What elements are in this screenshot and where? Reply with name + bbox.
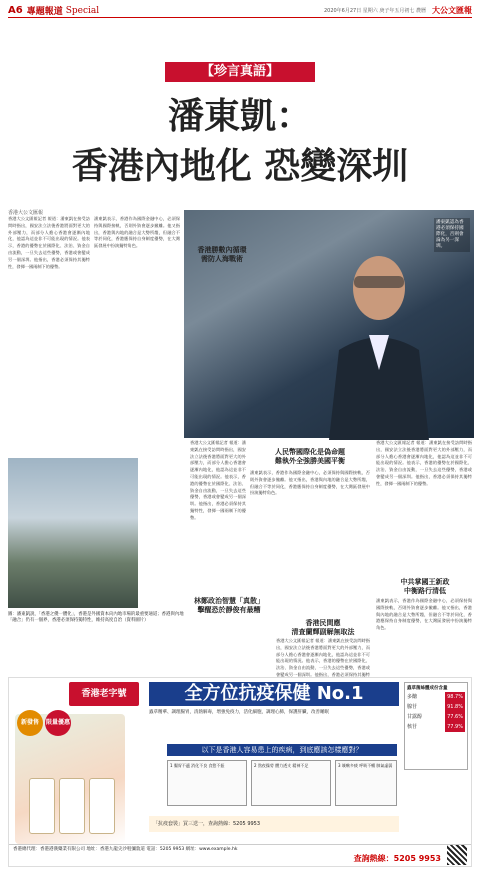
interview-photo	[184, 210, 474, 438]
qr-code-icon	[447, 845, 467, 865]
ingredient-row: 腺苷 91.8%	[407, 704, 463, 710]
section-english: Special	[65, 5, 100, 16]
ad-subtitle: 蟲草精華、調理腸胃，清熱解毒，增強免疫力，活化細胞，調理心肺，保護肝臟，改善睡眠	[149, 710, 329, 715]
byline: 香港大公文匯報	[8, 210, 44, 216]
product-jar-icon	[29, 778, 55, 834]
article-column-4: 香港大公文匯報記者 報道：潘東凱在接受訪問時指出，國安法立法後香港將面對更大的外部壓力，而部分人擔心香港會逐漸內地化，他認為這並非不可能出現的情況。他表示，香港的優勢在於國際化、法治、資金自由流動，一旦失去這些優勢，香港或會變成另一個深圳。他指出，香港必須保持其獨特性，發揮一國兩制下的優勢。	[190, 440, 246, 520]
city-skyline-photo	[8, 458, 138, 608]
subheading-5: 香港民間應 清查蘭輝副解無取法	[291, 619, 355, 636]
ad-hotline: 查詢熱線：5205 9953	[353, 854, 441, 863]
article-column-7: 香港大公文匯報記者 報道：潘東凱在接受訪問時指出，國安法立法後香港將面對更大的外部壓力，而部分人擔心香港會逐漸內地化，他認為這並非不可能出現的情況。他表示，香港的優勢在於國際化、法治、資金自由流動，一旦失去這些優勢，香港或會變成另一個深圳。他指出，香港必須保持其獨特	[276, 638, 370, 677]
ad-ingredient-table	[404, 682, 468, 770]
masthead-brand: 大公文匯報	[432, 5, 472, 15]
ingredient-row: 多醣 98.7%	[407, 694, 463, 700]
article-column-6: 潘東凱表示，香港作為國際金融中心，必須保持與國際接軌，否則外資會逐步撤離。他又指出，香港與內地的融合是大勢所趨，但融合不等於同化，香港應保持自身制度優勢，在大灣區發展中扮演獨特角色。	[376, 598, 472, 631]
subheading-1: 香港勝數內循環 需防人海戰術	[197, 246, 247, 263]
ad-symptom-box-2: 2 熬夜操勞 體力透支 精神不足	[251, 760, 331, 806]
ingredient-row: 核苷 77.9%	[407, 724, 463, 730]
subheading-2: 人民幣國際化是偽命題 難執外全強勝美國平衡	[275, 448, 345, 465]
article-column-1: 香港大公文匯報記者 報道：潘東凱在接受訪問時指出，國安法立法後香港將面對更大的外部壓力，而部分人擔心香港會逐漸內地化，他認為這並非不可能出現的情況。他表示，香港的優勢在於國際化、法治、資金自由流動，一旦失去這些優勢，香港或會變成另一個深圳。他指出，香港必須保持其獨特性，發揮一國兩制下的優勢。	[8, 216, 90, 269]
page-header	[8, 4, 472, 18]
ad-title: 全方位抗疫保健 No.1	[149, 682, 399, 706]
ad-symptom-box-1: 1 腸胃不適 消化不良 食慾不振	[167, 760, 247, 806]
person-photo	[324, 240, 434, 440]
column-kicker: 【珍言真語】	[165, 62, 315, 82]
ingredient-row: 甘露醇 77.6%	[407, 714, 463, 720]
photo-caption: 潘東凱認為香港必須保持國際化，否則會淪為另一深圳。	[434, 218, 470, 252]
ad-blue-banner: 以下是香港人容易患上的疾病，到底應該怎樣應對？	[167, 744, 397, 756]
advertisement	[8, 677, 472, 867]
skyline-caption: 圖：潘東凱說，「香港之優一體化」，香港是外國資本向內地市場的最重要通道；香港與內地「融合」仍有一個界，香港必須保持獨特性，維持高度自治（資料圖片）	[8, 612, 184, 623]
headline-line-1: 潘東凱：	[167, 95, 312, 137]
ad-promo-line: 「抗疫套裝」買三送一，查詢熱線：5205 9953	[149, 816, 399, 832]
badge-new: 新發售	[17, 710, 43, 736]
badge-promo: 限量優惠	[45, 710, 71, 736]
product-jar-icon	[59, 778, 85, 834]
page-number: A6	[8, 5, 23, 16]
article-column-5: 香港大公文匯報記者 報道：潘東凱在接受訪問時指出，國安法立法後香港將面對更大的外部壓力，而部分人擔心香港會逐漸內地化，他認為這並非不可能出現的情況。他表示，香港的優勢在於國際化、法治、資金自由流動，一旦失去這些優勢，香港或會變成另一個深圳。他指出，香港必須保持其獨特性，發揮一國兩制下的優勢。	[376, 440, 472, 486]
ad-symptom-box-3: 3 咳嗽多痰 呼吸不暢 肺氣虛弱	[335, 760, 397, 806]
article-column-2: 潘東凱表示，香港作為國際金融中心，必須保持與國際接軌，否則外資會逐步撤離。他又指出，香港與內地的融合是大勢所趨，但融合不等於同化，香港應保持自身制度優勢，在大灣區發展中扮演獨特角色。	[94, 216, 180, 249]
product-jar-icon	[89, 778, 115, 834]
headline-line-2: 香港內地化 恐變深圳	[71, 145, 409, 187]
ad-footer: 香港總代理：香港港漢藥業有限公司 地址：香港九龍尖沙咀彌敦道 電話：5205 9953 網址：www.example.hk	[9, 844, 471, 866]
ad-brand-logo: 香港老字號	[69, 682, 139, 706]
subheading-6: 中共掌國王新政 中衡路行清低	[400, 578, 450, 595]
issue-date: 2020年6月27日 星期六 庚子年五月初七 農曆	[323, 8, 426, 14]
section-name: 專題報道	[26, 7, 63, 17]
ingredient-table-title: 蟲草菌絲體成份含量	[407, 686, 448, 691]
article-column-3: 潘東凱表示，香港作為國際金融中心，必須保持與國際接軌，否則外資會逐步撤離。他又指出，香港與內地的融合是大勢所趨，但融合不等於同化，香港應保持自身制度優勢，在大灣區發展中扮演獨特角色。	[250, 470, 370, 496]
subheading-3: 林鄭政治智慧「真散」 擊醒恐於靜俊有最糟	[194, 597, 264, 614]
